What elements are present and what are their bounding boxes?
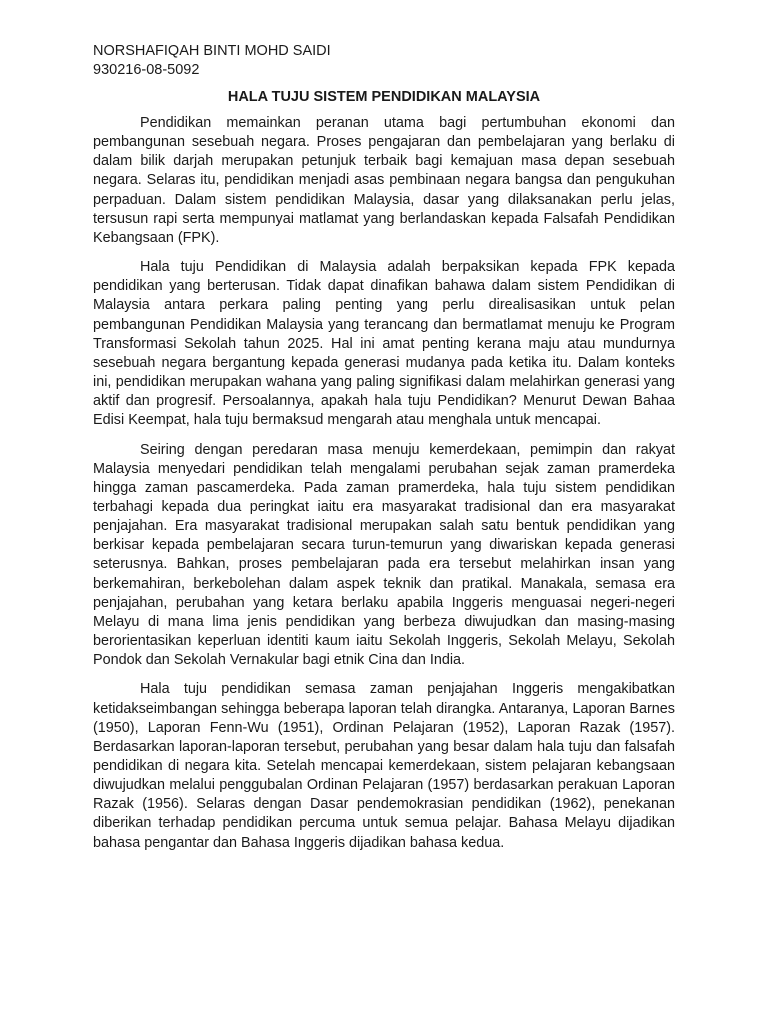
author-name: NORSHAFIQAH BINTI MOHD SAIDI (93, 43, 331, 59)
document-page (93, 42, 675, 863)
document-title: HALA TUJU SISTEM PENDIDIKAN MALAYSIA (227, 89, 541, 105)
paragraph: Seiring dengan peredaran masa menuju kemerdekaan, pemimpin dan rakyat Malaysia menyedari pendidikan telah mengalami perubahan sejak zaman pramerdeka hingga zaman pascamerdeka. Pada zaman pramerdeka, hala tuju sistem pendidikan terbahagi kepada dua peringkat iaitu era masyarakat tradisional dan era masyarakat penjajahan. Era masyarakat tradisional merupakan salah satu bentuk pendidikan yang berkisar kepada pembelajaran secara turun-temurun yang diwariskan kepada generasi seterusnya. Bahkan, proses pembelajaran pada era tersebut melahirkan insan yang berkemahiran, berkebolehan dalam aspek teknik dan pratikal. Manakala, semasa era penjajahan, perubahan yang ketara berlaku apabila Inggeris menguasai negeri-negeri Melayu di mana lima jenis pendidikan yang berbeza diwujudkan dan masing-masing berorientasikan keperluan identiti kaum iaitu Sekolah Inggeris, Sekolah Melayu, Sekolah Pondok dan Sekolah Vernakular bagi etnik Cina dan India. (93, 441, 675, 669)
paragraph: Hala tuju pendidikan semasa zaman penjajahan Inggeris mengakibatkan ketidakseimbangan sehingga beberapa laporan telah dirangka. Antaranya, Laporan Barnes (1950), Laporan Fenn-Wu (1951), Ordinan Pelajaran (1952), Laporan Razak (1957). Berdasarkan laporan-laporan tersebut, perubahan yang besar dalam hala tuju dan falsafah pendidikan di negara kita. Setelah mencapai kemerdekaan, sistem pelajaran kebangsaan diwujudkan melalui penggubalan Ordinan Pelajaran (1957) berdasarkan perakuan Laporan Razak (1956). Selaras dengan Dasar pendemokrasian pendidikan (1962), penekanan diberikan terhadap pendidikan percuma untuk semua pelajar. Bahasa Melayu dijadikan bahasa pengantar dan Bahasa Inggeris dijadikan bahasa kedua. (93, 681, 675, 851)
paragraph: Pendidikan memainkan peranan utama bagi pertumbuhan ekonomi dan pembangunan sesebuah negara. Proses pengajaran dan pembelajaran yang berlaku di dalam bilik darjah merupakan petunjuk terbaik bagi kemajuan masa depan sesebuah negara. Selaras itu, pendidikan menjadi asas pembinaan negara bangsa dan pengukuhan perpaduan. Dalam sistem pendidikan Malaysia, dasar yang dilaksanakan perlu jelas, tersusun rapi serta mempunyai matlamat yang berlandaskan kepada Falsafah Pendidikan Kebangsaan (FPK). (93, 115, 675, 246)
author-id: 930216-08-5092 (93, 62, 200, 78)
paragraph: Hala tuju Pendidikan di Malaysia adalah berpaksikan kepada FPK kepada pendidikan yang berterusan. Tidak dapat dinafikan bahawa dalam sistem Pendidikan di Malaysia antara perkara paling penting yang perlu direalisasikan untuk pelan pembangunan Pendidikan Malaysia yang terancang dan bermatlamat menuju ke Program Transformasi Sekolah tahun 2025. Hal ini amat penting kerana maju atau mundurnya sesebuah negara bergantung kepada generasi mudanya pada ketika itu. Dalam konteks ini, pendidikan merupakan wahana yang paling signifikasi dalam melahirkan generasi yang aktif dan progresif. Persoalannya, apakah hala tuju Pendidikan? Menurut Dewan Bahaa Edisi Keempat, hala tuju bermaksud mengarah atau menghala untuk mencapai. (93, 259, 675, 429)
